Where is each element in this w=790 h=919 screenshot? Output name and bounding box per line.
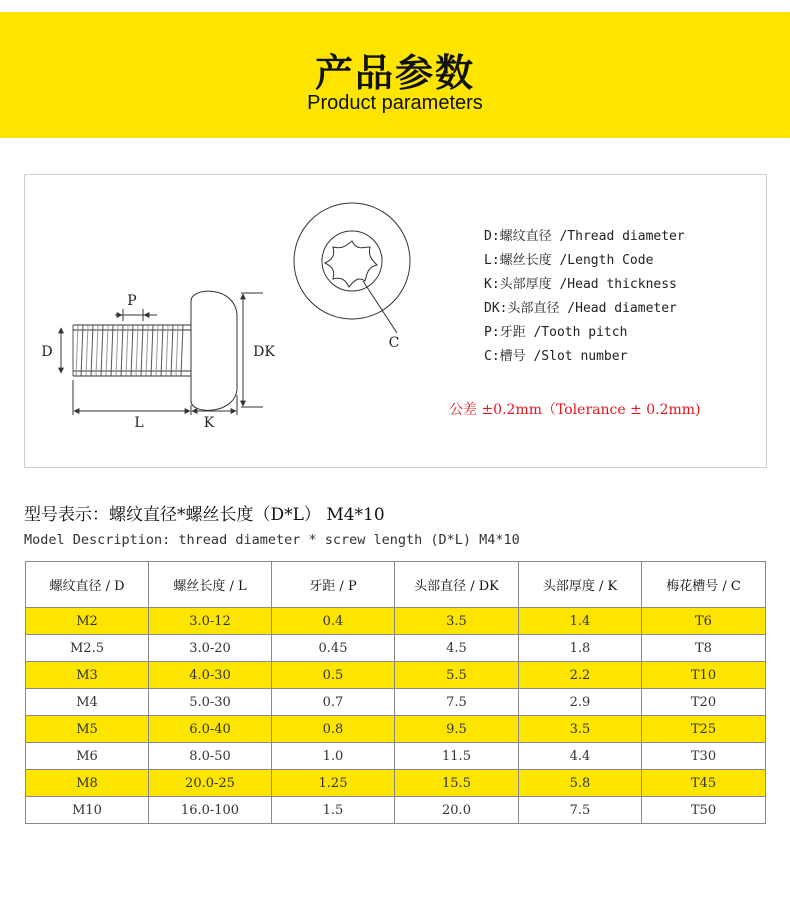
legend-item-dk: DK:头部直径 /Head diameter — [484, 301, 677, 316]
table-cell: 1.5 — [272, 797, 395, 824]
table-cell: T30 — [642, 743, 766, 770]
header-pitch: 牙距 / P — [272, 562, 395, 608]
table-cell: 4.5 — [395, 635, 519, 662]
table-cell: 9.5 — [395, 716, 519, 743]
table-cell: 15.5 — [395, 770, 519, 797]
table-row — [26, 797, 766, 824]
table-cell: 20.0 — [395, 797, 519, 824]
table-cell: 0.45 — [272, 635, 395, 662]
table-cell: T25 — [642, 716, 766, 743]
header-slot-number: 梅花槽号 / C — [642, 562, 766, 608]
table-cell: M10 — [26, 797, 149, 824]
screw-diagram-panel — [24, 174, 767, 468]
table-cell: T6 — [642, 608, 766, 635]
table-cell: 5.0-30 — [149, 689, 272, 716]
table-cell: 0.5 — [272, 662, 395, 689]
table-cell: T10 — [642, 662, 766, 689]
table-cell: T20 — [642, 689, 766, 716]
table-cell: M5 — [26, 716, 149, 743]
head-thickness-label: K — [203, 415, 215, 431]
page-title: 产品参数 — [314, 51, 475, 95]
table-cell: M2 — [26, 608, 149, 635]
header-thread-diameter: 螺纹直径 / D — [26, 562, 149, 608]
table-cell: M6 — [26, 743, 149, 770]
table-cell: 16.0-100 — [149, 797, 272, 824]
table-cell: 7.5 — [395, 689, 519, 716]
legend-item-p: P:牙距 /Tooth pitch — [484, 325, 628, 340]
table-cell: T45 — [642, 770, 766, 797]
table-cell: 8.0-50 — [149, 743, 272, 770]
table-cell: M8 — [26, 770, 149, 797]
table-cell: 5.5 — [395, 662, 519, 689]
header-screw-length: 螺丝长度 / L — [149, 562, 272, 608]
table-row — [26, 743, 766, 770]
legend-item-c: C:槽号 /Slot number — [484, 349, 628, 364]
table-cell: T50 — [642, 797, 766, 824]
table-cell: 4.4 — [519, 743, 642, 770]
table-row — [26, 662, 766, 689]
slot-label: C — [388, 335, 400, 351]
table-cell: M4 — [26, 689, 149, 716]
table-cell: 2.2 — [519, 662, 642, 689]
table-row — [26, 770, 766, 797]
table-cell: 1.8 — [519, 635, 642, 662]
table-cell: 1.0 — [272, 743, 395, 770]
header-banner — [0, 12, 790, 138]
table-header-row — [26, 562, 766, 608]
length-label: L — [134, 415, 144, 431]
table-cell: M3 — [26, 662, 149, 689]
table-row — [26, 689, 766, 716]
page-subtitle: Product parameters — [307, 92, 483, 114]
table-row — [26, 635, 766, 662]
table-cell: M2.5 — [26, 635, 149, 662]
table-cell: 6.0-40 — [149, 716, 272, 743]
table-row — [26, 716, 766, 743]
table-cell: 3.5 — [519, 716, 642, 743]
screw-side-view — [73, 203, 410, 410]
table-cell: 3.0-12 — [149, 608, 272, 635]
table-cell: 0.4 — [272, 608, 395, 635]
tolerance-note: 公差 ±0.2mm（Tolerance ± 0.2mm) — [449, 402, 701, 418]
table-cell: 3.0-20 — [149, 635, 272, 662]
table-cell: 0.8 — [272, 716, 395, 743]
dimension-legend — [484, 225, 685, 369]
table-cell: 0.7 — [272, 689, 395, 716]
spec-table — [25, 561, 766, 824]
diameter-label: D — [41, 344, 53, 360]
legend-item-k: K:头部厚度 /Head thickness — [484, 277, 677, 292]
table-cell: 1.25 — [272, 770, 395, 797]
table-cell: 4.0-30 — [149, 662, 272, 689]
table-cell: 3.5 — [395, 608, 519, 635]
table-cell: 5.8 — [519, 770, 642, 797]
table-cell: T8 — [642, 635, 766, 662]
model-description: Model Description: thread diameter * screw length (D*L) M4*10 — [24, 532, 520, 548]
head-diameter-label: DK — [253, 344, 275, 360]
header-head-thickness: 头部厚度 / K — [519, 562, 642, 608]
pitch-label: P — [127, 293, 137, 309]
header-head-diameter: 头部直径 / DK — [395, 562, 519, 608]
table-cell: 11.5 — [395, 743, 519, 770]
table-cell: 1.4 — [519, 608, 642, 635]
legend-item-d: D:螺纹直径 /Thread diameter — [484, 229, 685, 244]
table-cell: 7.5 — [519, 797, 642, 824]
legend-item-l: L:螺丝长度 /Length Code — [484, 253, 654, 268]
table-row — [26, 608, 766, 635]
table-cell: 2.9 — [519, 689, 642, 716]
table-cell: 20.0-25 — [149, 770, 272, 797]
model-title: 型号表示：螺纹直径*螺丝长度（D*L） M4*10 — [24, 505, 385, 525]
